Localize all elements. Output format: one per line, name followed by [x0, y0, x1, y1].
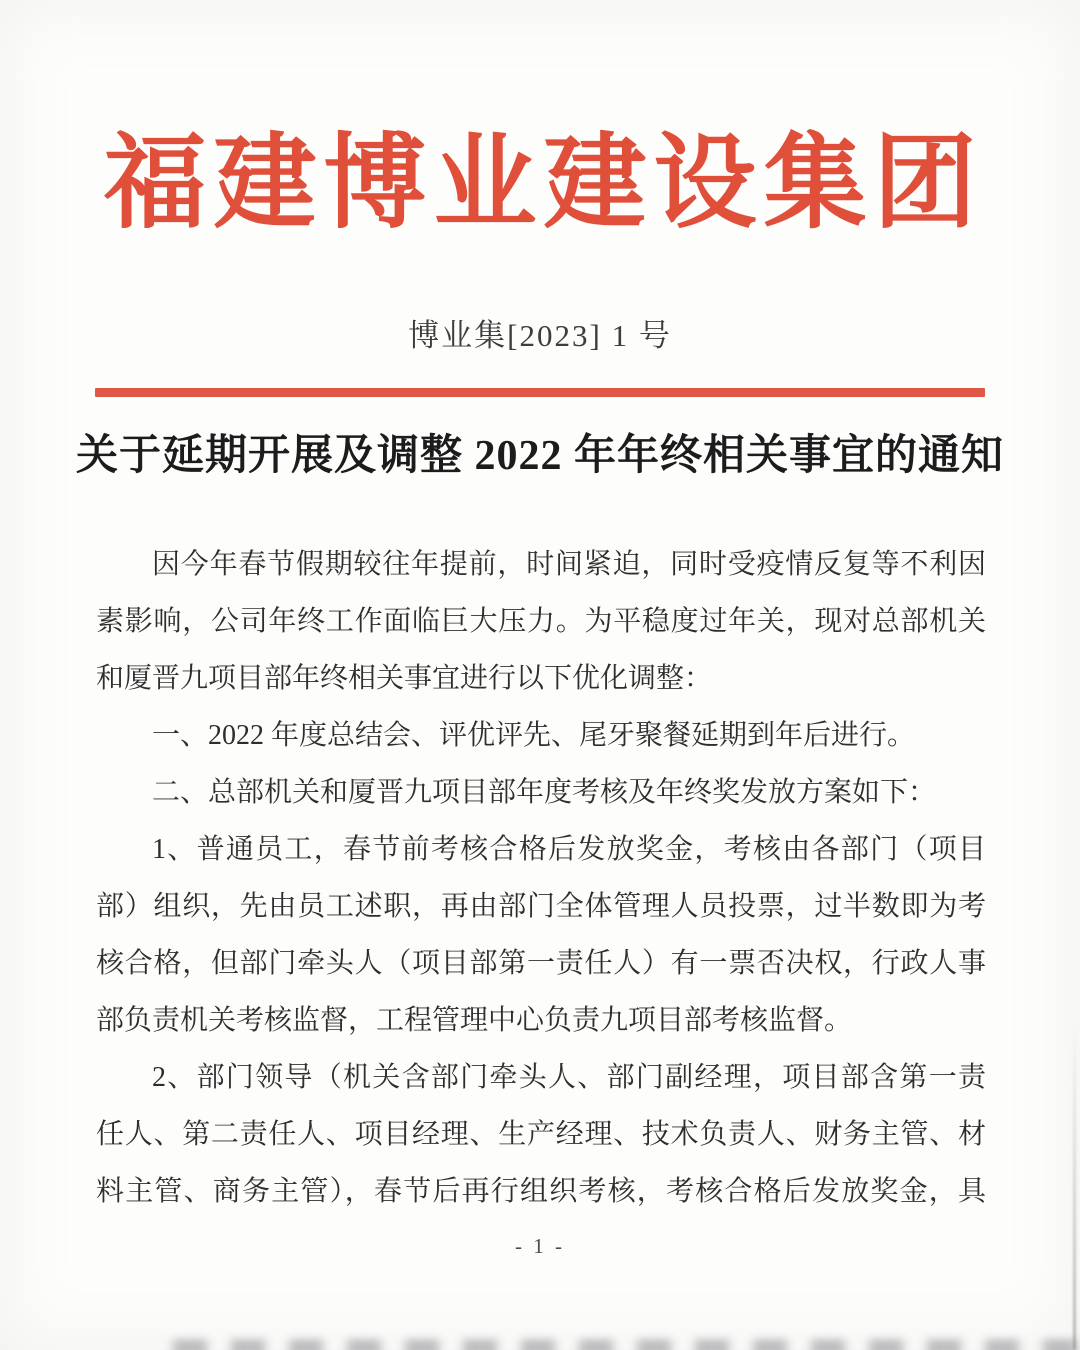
- next-page-text-peek: [168, 1339, 1080, 1350]
- body-line: 部）组织，先由员工述职，再由部门全体管理人员投票，过半数即为考: [96, 891, 986, 922]
- notice-title: 关于延期开展及调整 2022 年年终相关事宜的通知: [75, 433, 1004, 479]
- masthead-org-name: 福建博业建设集团: [103, 127, 984, 241]
- body-line: 二、总部机关和厦晋九项目部年度考核及年终奖发放方案如下：: [152, 777, 937, 808]
- body-line: 和厦晋九项目部年终相关事宜进行以下优化调整：: [96, 663, 713, 694]
- body-line: 因今年春节假期较往年提前，时间紧迫，同时受疫情反复等不利因: [152, 549, 986, 580]
- notice-body: [96, 536, 986, 1220]
- page-number: - 1 -: [515, 1234, 565, 1258]
- body-line: 核合格，但部门牵头人（项目部第一责任人）有一票否决权，行政人事: [96, 948, 986, 979]
- body-line: 部负责机关考核监督，工程管理中心负责九项目部考核监督。: [96, 1005, 853, 1036]
- body-line: 素影响，公司年终工作面临巨大压力。为平稳度过年关，现对总部机关: [96, 606, 986, 637]
- red-separator-rule: [95, 388, 985, 397]
- body-line: 任人、第二责任人、项目经理、生产经理、技术负责人、财务主管、材: [96, 1119, 986, 1150]
- body-line: 料主管、商务主管），春节后再行组织考核，考核合格后发放奖金，具: [96, 1176, 986, 1207]
- body-line: 2、部门领导（机关含部门牵头人、部门副经理，项目部含第一责: [152, 1062, 986, 1093]
- page-edge-shadow: [1073, 1020, 1076, 1350]
- document-number: 博业集[2023] 1 号: [408, 318, 672, 353]
- body-line: 1、普通员工，春节前考核合格后发放奖金，考核由各部门（项目: [152, 834, 986, 865]
- body-line: 一、2022 年度总结会、评优评先、尾牙聚餐延期到年后进行。: [152, 720, 916, 751]
